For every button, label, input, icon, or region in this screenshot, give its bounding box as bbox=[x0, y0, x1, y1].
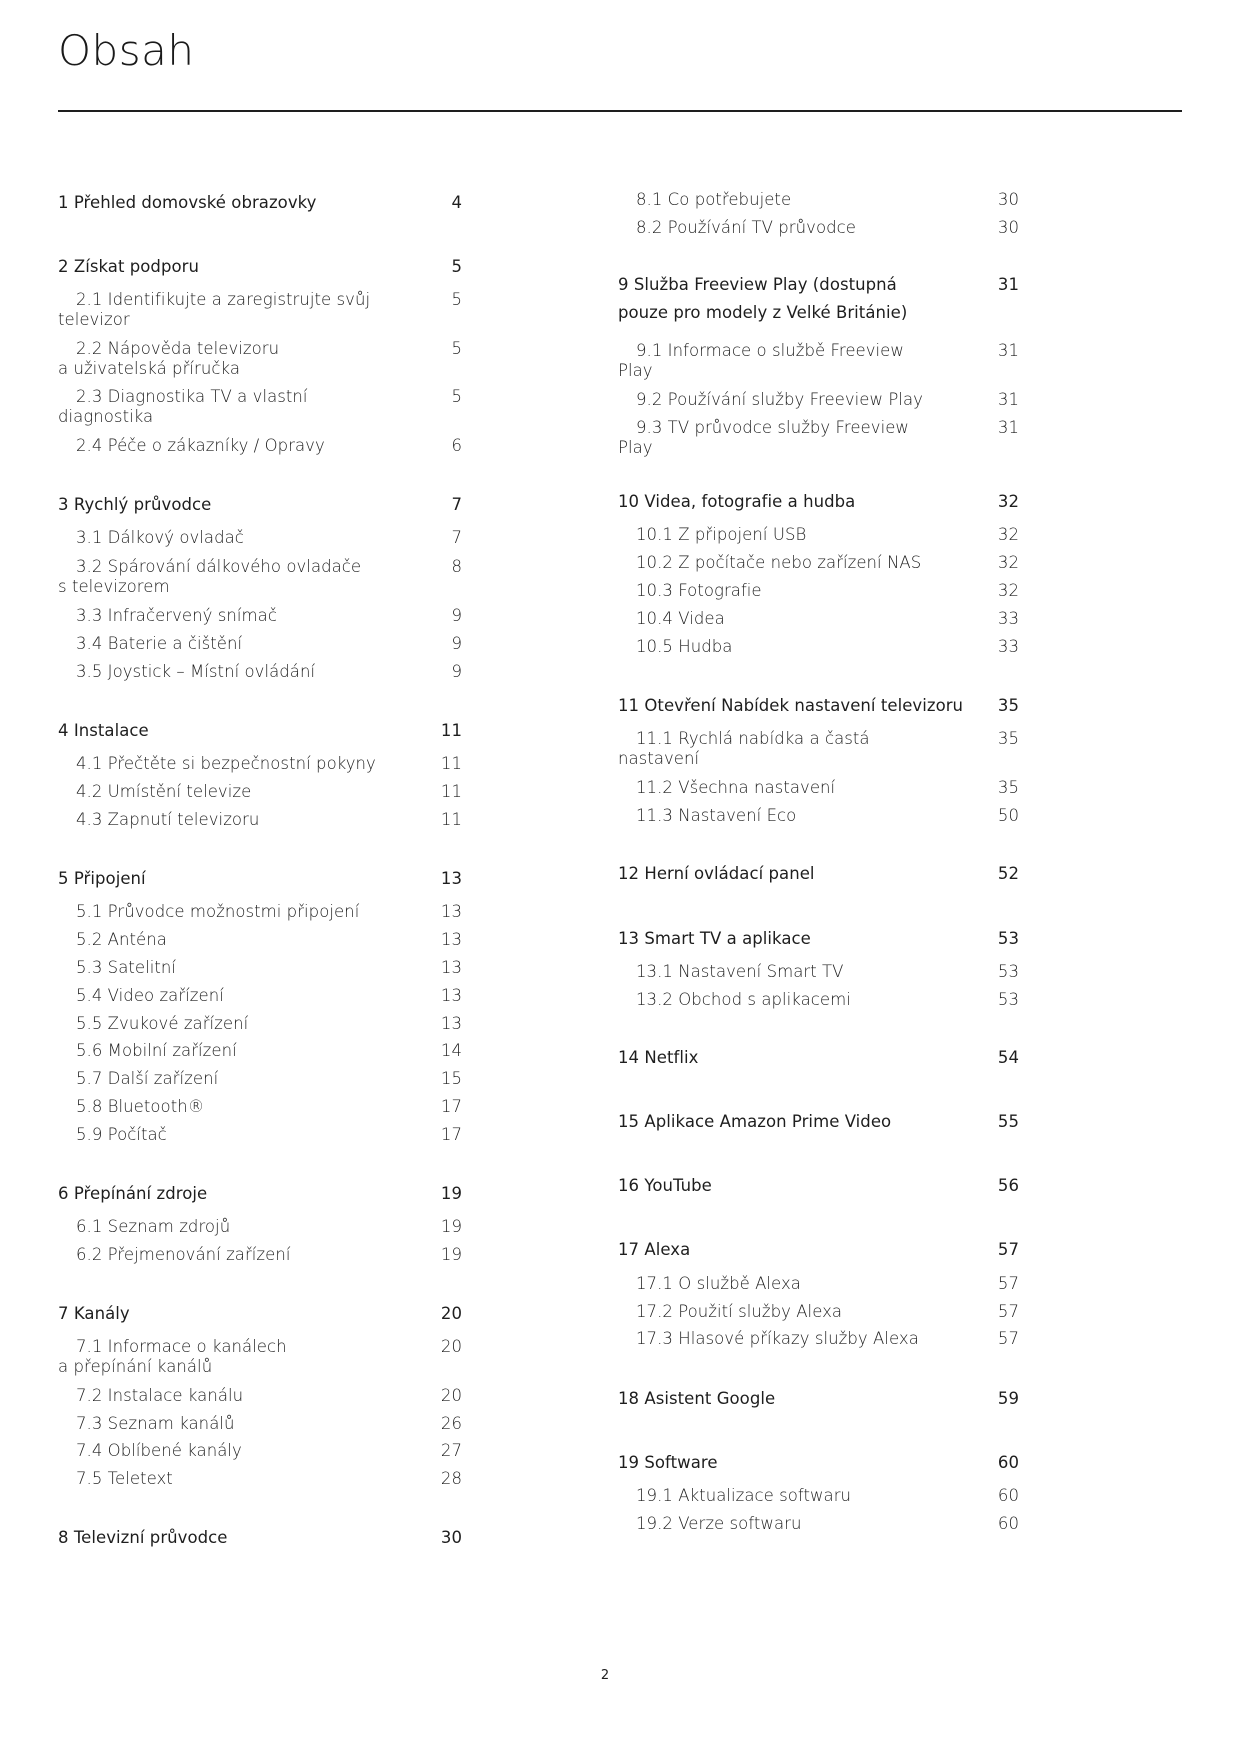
toc-page-number: 19 bbox=[440, 1184, 462, 1203]
toc-page-number: 35 bbox=[997, 696, 1019, 715]
toc-entry-label: 9.3 TV průvodce služby Freeview bbox=[636, 418, 909, 437]
toc-entry-label: 5.5 Zvukové zařízení bbox=[76, 1014, 249, 1033]
toc-page-number: 60 bbox=[997, 1453, 1019, 1472]
toc-entry-label: 5.7 Další zařízení bbox=[76, 1069, 219, 1088]
toc-entry-label: 18 Asistent Google bbox=[618, 1389, 776, 1408]
toc-entry-label: 2.1 Identifikujte a zaregistrujte svůj bbox=[76, 290, 371, 309]
toc-page-number: 11 bbox=[440, 782, 462, 801]
toc-page-number: 59 bbox=[997, 1389, 1019, 1408]
toc-page-number: 31 bbox=[997, 341, 1019, 360]
toc-entry-label: 12 Herní ovládací panel bbox=[618, 864, 815, 883]
toc-page-number: 7 bbox=[451, 528, 462, 547]
toc-entry-label: 17.2 Použití služby Alexa bbox=[636, 1302, 843, 1321]
toc-page-number: 52 bbox=[997, 864, 1019, 883]
toc-entry-label: 11.3 Nastavení Eco bbox=[636, 806, 797, 825]
toc-entry-label: 7.2 Instalace kanálu bbox=[76, 1386, 244, 1405]
toc-entry-label: 10.5 Hudba bbox=[636, 637, 733, 656]
toc-entry-label-continued: pouze pro modely z Velké Británie) bbox=[618, 303, 908, 322]
toc-page-number: 54 bbox=[997, 1048, 1019, 1067]
toc-entry-label: 3.4 Baterie a čištění bbox=[76, 634, 243, 653]
toc-entry-label: 14 Netflix bbox=[618, 1048, 699, 1067]
toc-page-number: 53 bbox=[997, 929, 1019, 948]
toc-entry-label: 2 Získat podporu bbox=[58, 257, 199, 276]
toc-entry-label: 5.8 Bluetooth® bbox=[76, 1097, 205, 1116]
toc-entry-label: 4.2 Umístění televize bbox=[76, 782, 252, 801]
toc-page-number: 19 bbox=[440, 1245, 462, 1264]
toc-entry-label: 19 Software bbox=[618, 1453, 718, 1472]
toc-entry-label: 9.1 Informace o službě Freeview bbox=[636, 341, 904, 360]
toc-page-number: 20 bbox=[440, 1304, 462, 1323]
toc-page-number: 15 bbox=[440, 1069, 462, 1088]
toc-entry-label: 17 Alexa bbox=[618, 1240, 691, 1259]
toc-page-number: 28 bbox=[440, 1469, 462, 1488]
toc-page-number: 20 bbox=[440, 1386, 462, 1405]
toc-entry-label: 5.3 Satelitní bbox=[76, 958, 177, 977]
toc-page-number: 57 bbox=[997, 1240, 1019, 1259]
toc-page-number: 7 bbox=[451, 495, 462, 514]
toc-entry-label: 6.1 Seznam zdrojů bbox=[76, 1217, 231, 1236]
toc-page-number: 17 bbox=[440, 1097, 462, 1116]
toc-entry-label: 8 Televizní průvodce bbox=[58, 1528, 228, 1547]
toc-entry-label: 10 Videa, fotografie a hudba bbox=[618, 492, 856, 511]
toc-page-number: 32 bbox=[997, 581, 1019, 600]
toc-entry-label: 4 Instalace bbox=[58, 721, 149, 740]
toc-page-number: 13 bbox=[440, 986, 462, 1005]
toc-entry-label: 4.1 Přečtěte si bezpečnostní pokyny bbox=[76, 754, 376, 773]
toc-entry-label: 6.2 Přejmenování zařízení bbox=[76, 1245, 291, 1264]
toc-entry-label-continued: Play bbox=[618, 361, 653, 380]
toc-page-number: 20 bbox=[440, 1337, 462, 1356]
toc-page-number: 33 bbox=[997, 609, 1019, 628]
toc-page-number: 57 bbox=[997, 1274, 1019, 1293]
toc-entry-label: 9 Služba Freeview Play (dostupná bbox=[618, 275, 897, 294]
toc-page-number: 53 bbox=[997, 990, 1019, 1009]
toc-entry-label: 19.1 Aktualizace softwaru bbox=[636, 1486, 852, 1505]
toc-entry-label: 7.4 Oblíbené kanály bbox=[76, 1441, 242, 1460]
toc-entry-label: 1 Přehled domovské obrazovky bbox=[58, 193, 317, 212]
toc-entry-label: 3.3 Infračervený snímač bbox=[76, 606, 277, 625]
toc-entry-label: 13 Smart TV a aplikace bbox=[618, 929, 811, 948]
toc-entry-label: 7.1 Informace o kanálech bbox=[76, 1337, 287, 1356]
page-title: Obsah bbox=[58, 26, 195, 75]
toc-page-number: 33 bbox=[997, 637, 1019, 656]
toc-page-number: 32 bbox=[997, 492, 1019, 511]
toc-entry-label: 7 Kanály bbox=[58, 1304, 130, 1323]
toc-entry-label: 2.3 Diagnostika TV a vlastní bbox=[76, 387, 308, 406]
toc-entry-label: 10.1 Z připojení USB bbox=[636, 525, 807, 544]
toc-entry-label-continued: diagnostika bbox=[58, 407, 154, 426]
toc-entry-label: 19.2 Verze softwaru bbox=[636, 1514, 802, 1533]
toc-page-number: 50 bbox=[997, 806, 1019, 825]
toc-page-number: 35 bbox=[997, 729, 1019, 748]
toc-page-number: 5 bbox=[451, 387, 462, 406]
toc-page-number: 30 bbox=[997, 190, 1019, 209]
toc-page-number: 57 bbox=[997, 1329, 1019, 1348]
toc-entry-label: 4.3 Zapnutí televizoru bbox=[76, 810, 260, 829]
toc-page-number: 9 bbox=[451, 606, 462, 625]
toc-page-number: 56 bbox=[997, 1176, 1019, 1195]
toc-page-number: 4 bbox=[451, 193, 462, 212]
toc-page-number: 55 bbox=[997, 1112, 1019, 1131]
toc-page-number: 13 bbox=[440, 958, 462, 977]
toc-page-number: 8 bbox=[451, 557, 462, 576]
toc-page-number: 13 bbox=[440, 1014, 462, 1033]
toc-page-number: 32 bbox=[997, 553, 1019, 572]
toc-entry-label: 9.2 Používání služby Freeview Play bbox=[636, 390, 923, 409]
toc-page-number: 27 bbox=[440, 1441, 462, 1460]
toc-page-number: 31 bbox=[997, 390, 1019, 409]
toc-page-number: 11 bbox=[440, 810, 462, 829]
toc-entry-label: 11.2 Všechna nastavení bbox=[636, 778, 836, 797]
toc-page-number: 11 bbox=[440, 754, 462, 773]
toc-page-number: 5 bbox=[451, 290, 462, 309]
toc-page-number: 26 bbox=[440, 1414, 462, 1433]
toc-page-number: 53 bbox=[997, 962, 1019, 981]
toc-page-number: 35 bbox=[997, 778, 1019, 797]
toc-entry-label: 5.2 Anténa bbox=[76, 930, 167, 949]
toc-entry-label: 5.4 Video zařízení bbox=[76, 986, 224, 1005]
toc-entry-label: 5.1 Průvodce možnostmi připojení bbox=[76, 902, 360, 921]
toc-entry-label: 5 Připojení bbox=[58, 869, 146, 888]
toc-page-number: 32 bbox=[997, 525, 1019, 544]
toc-page-number: 11 bbox=[440, 721, 462, 740]
toc-entry-label: 11 Otevření Nabídek nastavení televizoru bbox=[618, 696, 964, 715]
toc-entry-label: 8.2 Používání TV průvodce bbox=[636, 218, 856, 237]
toc-entry-label-continued: a přepínání kanálů bbox=[58, 1357, 213, 1376]
toc-entry-label-continued: nastavení bbox=[618, 749, 700, 768]
toc-entry-label: 17.1 O službě Alexa bbox=[636, 1274, 801, 1293]
toc-page-number: 6 bbox=[451, 436, 462, 455]
toc-entry-label: 16 YouTube bbox=[618, 1176, 712, 1195]
toc-page-number: 13 bbox=[440, 930, 462, 949]
toc-entry-label: 3 Rychlý průvodce bbox=[58, 495, 212, 514]
toc-entry-label: 7.5 Teletext bbox=[76, 1469, 173, 1488]
toc-page-number: 13 bbox=[440, 902, 462, 921]
toc-entry-label: 2.2 Nápověda televizoru bbox=[76, 339, 280, 358]
toc-entry-label: 5.6 Mobilní zařízení bbox=[76, 1041, 237, 1060]
toc-page-number: 31 bbox=[997, 418, 1019, 437]
toc-page-number: 60 bbox=[997, 1486, 1019, 1505]
toc-entry-label: 10.3 Fotografie bbox=[636, 581, 762, 600]
toc-entry-label: 6 Přepínání zdroje bbox=[58, 1184, 208, 1203]
toc-entry-label: 2.4 Péče o zákazníky / Opravy bbox=[76, 436, 325, 455]
toc-entry-label: 17.3 Hlasové příkazy služby Alexa bbox=[636, 1329, 919, 1348]
toc-page-number: 30 bbox=[997, 218, 1019, 237]
toc-page-number: 9 bbox=[451, 634, 462, 653]
toc-entry-label: 3.1 Dálkový ovladač bbox=[76, 528, 244, 547]
toc-entry-label-continued: Play bbox=[618, 438, 653, 457]
toc-page-number: 14 bbox=[440, 1041, 462, 1060]
toc-entry-label: 13.1 Nastavení Smart TV bbox=[636, 962, 844, 981]
toc-entry-label: 13.2 Obchod s aplikacemi bbox=[636, 990, 851, 1009]
toc-page-number: 17 bbox=[440, 1125, 462, 1144]
toc-entry-label-continued: televizor bbox=[58, 310, 130, 329]
toc-page-number: 5 bbox=[451, 339, 462, 358]
toc-page-number: 30 bbox=[440, 1528, 462, 1547]
toc-page-number: 60 bbox=[997, 1514, 1019, 1533]
toc-page-number: 5 bbox=[451, 257, 462, 276]
toc-entry-label: 3.5 Joystick – Místní ovládání bbox=[76, 662, 316, 681]
toc-page-number: 19 bbox=[440, 1217, 462, 1236]
toc-entry-label: 3.2 Spárování dálkového ovladače bbox=[76, 557, 362, 576]
toc-page-number: 9 bbox=[451, 662, 462, 681]
toc-entry-label: 15 Aplikace Amazon Prime Video bbox=[618, 1112, 892, 1131]
toc-entry-label: 7.3 Seznam kanálů bbox=[76, 1414, 235, 1433]
page-number: 2 bbox=[600, 1668, 610, 1683]
toc-page-number: 57 bbox=[997, 1302, 1019, 1321]
toc-page-number: 31 bbox=[997, 275, 1019, 294]
toc-entry-label: 8.1 Co potřebujete bbox=[636, 190, 792, 209]
toc-entry-label: 10.4 Videa bbox=[636, 609, 725, 628]
toc-entry-label: 5.9 Počítač bbox=[76, 1125, 167, 1144]
toc-entry-label: 10.2 Z počítače nebo zařízení NAS bbox=[636, 553, 922, 572]
toc-entry-label-continued: a uživatelská příručka bbox=[58, 359, 240, 378]
toc-entry-label: 11.1 Rychlá nabídka a častá bbox=[636, 729, 870, 748]
toc-page-number: 13 bbox=[440, 869, 462, 888]
toc-entry-label-continued: s televizorem bbox=[58, 577, 170, 596]
